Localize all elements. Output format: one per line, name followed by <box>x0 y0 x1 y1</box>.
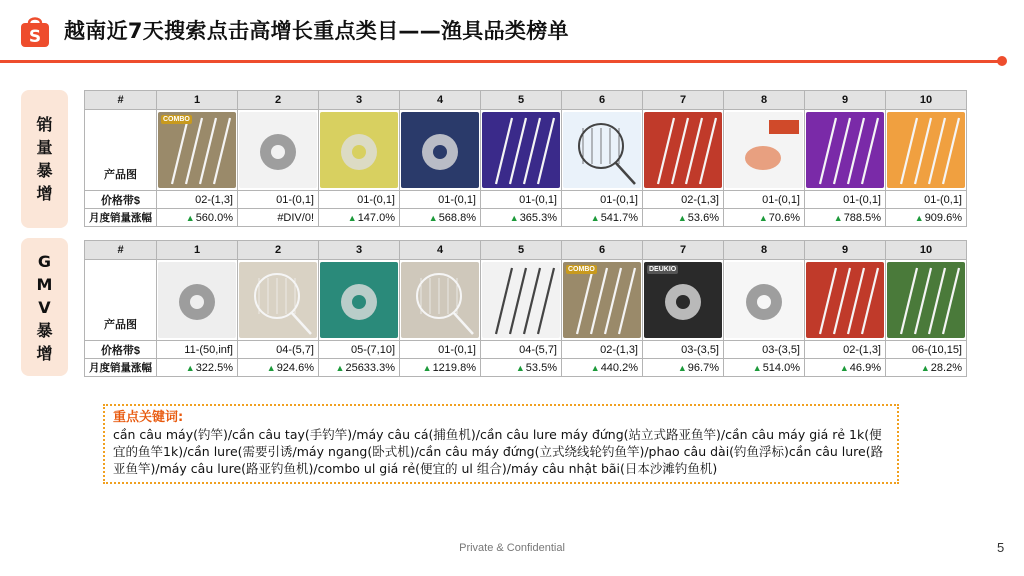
price-band-cell: 02-(1,3] <box>643 191 724 209</box>
price-band-cell: 11-(50,inf] <box>157 341 238 359</box>
growth-value: 1219.8% <box>432 361 476 374</box>
divider-end-dot <box>997 56 1007 66</box>
growth-cell <box>562 359 643 377</box>
growth-cell <box>562 209 643 227</box>
product-image-cell[interactable] <box>319 260 400 341</box>
rod-and-reel-image <box>725 262 803 338</box>
rank-number: 1 <box>157 241 238 260</box>
yellow-fishing-line-image <box>320 112 398 188</box>
fishing-rods-promo-icon <box>806 262 884 338</box>
up-arrow-icon: ▲ <box>914 212 924 223</box>
rod-and-reel-icon <box>725 262 803 338</box>
rank-number: 9 <box>805 241 886 260</box>
rank-header-row <box>85 91 967 110</box>
rank-number: 4 <box>400 91 481 110</box>
up-arrow-icon: ▲ <box>839 362 849 373</box>
rank-number: 1 <box>157 91 238 110</box>
confidential-footer: Private & Confidential <box>459 542 565 554</box>
product-image-cell[interactable] <box>157 260 238 341</box>
up-arrow-icon: ▲ <box>509 212 519 223</box>
price-band-cell: 04-(5,7] <box>238 341 319 359</box>
price-band-cell: 01-(0,1] <box>400 341 481 359</box>
growth-cell <box>400 359 481 377</box>
product-image-cell[interactable] <box>562 110 643 191</box>
growth-cell <box>724 209 805 227</box>
rank-number: 10 <box>886 91 967 110</box>
growth-value: 46.9% <box>849 361 881 374</box>
side-label-char: 增 <box>36 184 53 203</box>
sales-surge-table <box>84 90 967 227</box>
price-band-cell: 01-(0,1] <box>886 191 967 209</box>
growth-cell <box>724 359 805 377</box>
rank-number: 10 <box>886 241 967 260</box>
page-number: 5 <box>997 540 1005 555</box>
growth-value: 541.7% <box>600 211 638 224</box>
rank-header-row <box>85 241 967 260</box>
image-row-label: 产品图 <box>85 110 157 191</box>
sales-surge-side-label <box>21 90 68 228</box>
purple-rods-icon <box>806 112 884 188</box>
product-image-cell[interactable] <box>238 260 319 341</box>
fishing-rod-combo-image <box>563 262 641 338</box>
price-row-label: 价格带$ <box>85 191 157 209</box>
baitcasting-reel-image <box>158 262 236 338</box>
shopee-bag-logo-icon <box>20 14 50 48</box>
product-image-cell[interactable] <box>562 260 643 341</box>
rank-number: 5 <box>481 91 562 110</box>
product-image-cell[interactable] <box>643 260 724 341</box>
growth-value: 53.5% <box>525 361 557 374</box>
page-title: 越南近7天搜索点击高增长重点类目——渔具品类榜单 <box>64 19 569 43</box>
rank-number: 3 <box>319 241 400 260</box>
product-image-row <box>85 110 967 191</box>
growth-cell <box>643 209 724 227</box>
rank-number: 2 <box>238 241 319 260</box>
growth-value: 909.6% <box>924 211 962 224</box>
growth-cell <box>400 209 481 227</box>
rank-number: 5 <box>481 241 562 260</box>
price-band-cell: 01-(0,1] <box>805 191 886 209</box>
rank-number: 4 <box>400 241 481 260</box>
price-band-row <box>85 341 967 359</box>
product-image-cell[interactable] <box>238 110 319 191</box>
growth-value: 70.6% <box>768 211 800 224</box>
growth-value: 788.5% <box>843 211 881 224</box>
rank-number: 8 <box>724 91 805 110</box>
price-band-cell: 03-(3,5] <box>643 341 724 359</box>
rod-set-icon <box>482 262 560 338</box>
up-arrow-icon: ▲ <box>752 362 762 373</box>
price-row-label: 价格带$ <box>85 341 157 359</box>
product-image-cell[interactable] <box>643 110 724 191</box>
rank-number: 7 <box>643 241 724 260</box>
growth-cell <box>157 209 238 227</box>
product-image-cell[interactable] <box>481 260 562 341</box>
price-band-cell: 03-(3,5] <box>724 341 805 359</box>
purple-fishing-rod-image <box>482 112 560 188</box>
up-arrow-icon: ▲ <box>758 212 768 223</box>
up-arrow-icon: ▲ <box>590 362 600 373</box>
keywords-box <box>103 404 899 484</box>
price-band-cell: 01-(0,1] <box>562 191 643 209</box>
growth-value: #DIV/0! <box>277 211 314 224</box>
growth-value: 322.5% <box>195 361 233 374</box>
product-image-cell[interactable] <box>886 260 967 341</box>
rank-number: 7 <box>643 91 724 110</box>
rank-number: 6 <box>562 91 643 110</box>
growth-value: 53.6% <box>687 211 719 224</box>
growth-value: 96.7% <box>687 361 719 374</box>
frog-lure-icon <box>725 112 803 188</box>
logo-letter: S <box>28 27 42 47</box>
up-arrow-icon: ▲ <box>266 362 276 373</box>
up-arrow-icon: ▲ <box>347 212 357 223</box>
product-image-cell[interactable] <box>481 110 562 191</box>
up-arrow-icon: ▲ <box>185 362 195 373</box>
price-band-cell: 02-(1,3] <box>157 191 238 209</box>
up-arrow-icon: ▲ <box>833 212 843 223</box>
bazan-line-image <box>320 262 398 338</box>
product-tag: DEUKIO <box>649 266 677 273</box>
price-band-cell: 02-(1,3] <box>805 341 886 359</box>
up-arrow-icon: ▲ <box>428 212 438 223</box>
cast-net-icon <box>239 262 317 338</box>
gmv-surge-side-label <box>21 238 68 376</box>
side-label-char: G <box>37 251 52 271</box>
growth-cell <box>319 359 400 377</box>
growth-cell <box>481 209 562 227</box>
price-band-cell: 04-(5,7] <box>481 341 562 359</box>
gmv-surge-table <box>84 240 967 377</box>
growth-cell <box>238 359 319 377</box>
price-band-cell: 01-(0,1] <box>724 191 805 209</box>
cast-net-image <box>239 262 317 338</box>
side-label-char: 增 <box>36 343 53 363</box>
fishing-rods-promo-icon <box>644 112 722 188</box>
rank-number: 8 <box>724 241 805 260</box>
fishing-line-spools-icon <box>239 112 317 188</box>
square-net-icon <box>401 262 479 338</box>
side-label-char: 暴 <box>36 161 53 180</box>
fishing-line-spool-image <box>401 112 479 188</box>
growth-row-label: 月度销量涨幅 <box>85 359 157 377</box>
up-arrow-icon: ▲ <box>677 212 687 223</box>
rank-header-label: # <box>85 91 157 110</box>
up-arrow-icon: ▲ <box>677 362 687 373</box>
price-band-cell: 06-(10,15] <box>886 341 967 359</box>
side-label-char: V <box>38 297 51 317</box>
growth-cell <box>481 359 562 377</box>
frog-lure-image <box>725 112 803 188</box>
up-arrow-icon: ▲ <box>185 212 195 223</box>
fishing-rods-promo-image <box>806 262 884 338</box>
growth-row <box>85 209 967 227</box>
orange-rods-image <box>887 112 965 188</box>
product-image-cell[interactable] <box>724 260 805 341</box>
product-image-cell[interactable] <box>805 110 886 191</box>
growth-cell <box>238 209 319 227</box>
product-image-cell[interactable] <box>400 260 481 341</box>
price-band-cell: 05-(7,10] <box>319 341 400 359</box>
spinning-reel-image <box>644 262 722 338</box>
up-arrow-icon: ▲ <box>422 362 432 373</box>
product-image-cell[interactable] <box>319 110 400 191</box>
baitcasting-reel-icon <box>158 262 236 338</box>
growth-value: 25633.3% <box>345 361 395 374</box>
rod-set-image <box>482 262 560 338</box>
orange-rods-icon <box>887 112 965 188</box>
fishing-line-spools-image <box>239 112 317 188</box>
fishing-line-spool-icon <box>401 112 479 188</box>
growth-cell <box>319 209 400 227</box>
growth-value: 28.2% <box>930 361 962 374</box>
side-label-char: 销 <box>36 115 53 134</box>
growth-cell <box>886 359 967 377</box>
side-label-char: 暴 <box>36 320 53 340</box>
price-band-cell: 01-(0,1] <box>319 191 400 209</box>
fishing-rod-combo-image <box>158 112 236 188</box>
image-row-label: 产品图 <box>85 260 157 341</box>
yellow-fishing-line-icon <box>320 112 398 188</box>
title-divider <box>0 60 1000 63</box>
up-arrow-icon: ▲ <box>590 212 600 223</box>
price-band-cell: 01-(0,1] <box>238 191 319 209</box>
fishing-rods-promo-image <box>644 112 722 188</box>
rank-number: 6 <box>562 241 643 260</box>
keywords-title: 重点关键词: <box>113 410 184 425</box>
price-band-cell: 02-(1,3] <box>562 341 643 359</box>
growth-value: 514.0% <box>762 361 800 374</box>
product-image-cell[interactable] <box>724 110 805 191</box>
growth-cell <box>805 209 886 227</box>
landing-net-image <box>563 112 641 188</box>
side-label-char: M <box>36 274 53 294</box>
growth-value: 147.0% <box>357 211 395 224</box>
growth-row-label: 月度销量涨幅 <box>85 209 157 227</box>
product-image-row <box>85 260 967 341</box>
price-band-row <box>85 191 967 209</box>
bazan-line-icon <box>320 262 398 338</box>
purple-fishing-rod-icon <box>482 112 560 188</box>
landing-net-icon <box>563 112 641 188</box>
up-arrow-icon: ▲ <box>515 362 525 373</box>
growth-value: 568.8% <box>438 211 476 224</box>
price-band-cell: 01-(0,1] <box>481 191 562 209</box>
growth-value: 924.6% <box>276 361 314 374</box>
growth-cell <box>643 359 724 377</box>
rank-number: 2 <box>238 91 319 110</box>
surf-rods-image <box>887 262 965 338</box>
product-tag: COMBO <box>568 266 595 273</box>
growth-cell <box>805 359 886 377</box>
growth-value: 365.3% <box>519 211 557 224</box>
up-arrow-icon: ▲ <box>335 362 345 373</box>
surf-rods-icon <box>887 262 965 338</box>
product-image-cell[interactable] <box>805 260 886 341</box>
growth-value: 560.0% <box>195 211 233 224</box>
growth-cell <box>157 359 238 377</box>
product-image-cell[interactable] <box>886 110 967 191</box>
product-tag: COMBO <box>163 116 190 123</box>
rank-number: 3 <box>319 91 400 110</box>
growth-cell <box>886 209 967 227</box>
side-label-char: 量 <box>36 138 53 157</box>
growth-row <box>85 359 967 377</box>
square-net-image <box>401 262 479 338</box>
keywords-body: cần câu máy(钓竿)/cần câu tay(手钓竿)/máy câu cá(捕鱼机)/cần câu lure máy đứng(站立式路亚鱼竿)/cần câu máy giá rẻ 1k(便宜的鱼竿1k)/cần lure(需要引诱/máy ngang(卧式机)/cần câu máy đứng(立式绕线轮钓鱼竿)/phao câu dài(钓鱼浮标)cần câu lure(路亚鱼竿)/máy câu lure(路亚钓鱼机)/combo ul giá rẻ(便宜的 ul 组合)/máy câu nhật bãi(日本沙滩钓鱼机) <box>113 427 884 476</box>
rank-header-label: # <box>85 241 157 260</box>
price-band-cell: 01-(0,1] <box>400 191 481 209</box>
product-image-cell[interactable] <box>400 110 481 191</box>
purple-rods-image <box>806 112 884 188</box>
product-image-cell[interactable] <box>157 110 238 191</box>
up-arrow-icon: ▲ <box>920 362 930 373</box>
growth-value: 440.2% <box>600 361 638 374</box>
rank-number: 9 <box>805 91 886 110</box>
